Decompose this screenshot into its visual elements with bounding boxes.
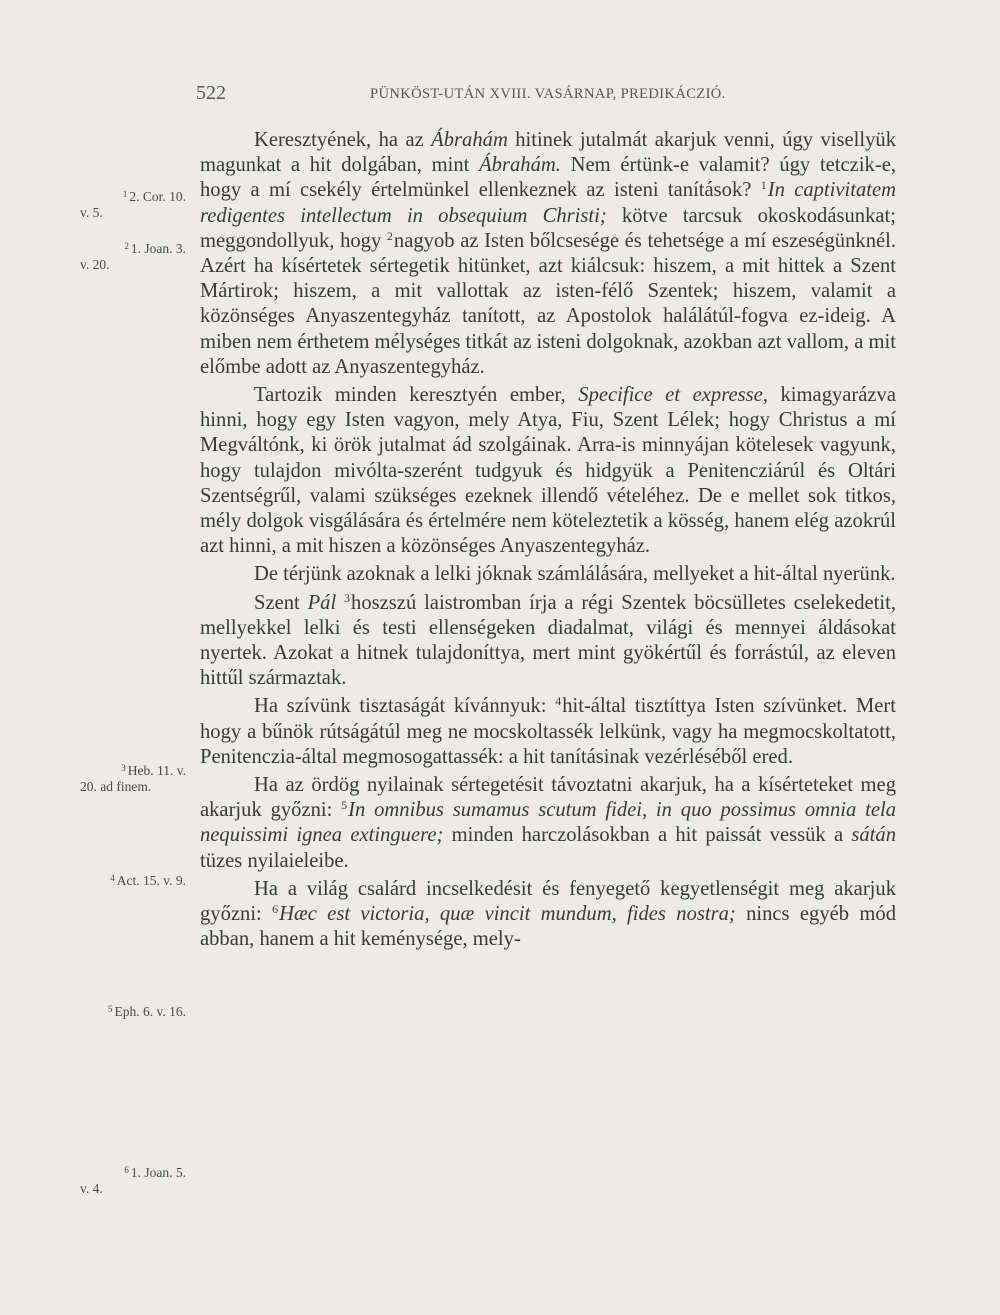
margin-note-number: 5 (108, 1004, 113, 1014)
text-run: Keresztyének, ha az (254, 129, 432, 151)
footnote-ref: 1 (760, 178, 767, 193)
text-run: Szent (254, 591, 308, 614)
paragraph (200, 562, 896, 587)
margin-note-line: 1. Joan. 5. (130, 1165, 186, 1180)
footnote-ref: 4 (555, 694, 562, 709)
italic-run: Hæc est victoria, quæ vincit mundum, fides nostra; (279, 903, 736, 926)
italic-run: Specifice et expresse, (578, 384, 768, 407)
text-run: De térjünk azoknak a lelki jóknak számlálására, mellyeket a hit-által nyerünk. (254, 563, 896, 586)
margin-note-number: 3 (121, 763, 126, 773)
margin-note-line: Heb. 11. v. (127, 763, 186, 778)
italic-run: In captivitatem redigentes intellectum in obsequium Christi; (200, 179, 896, 227)
paragraph (200, 773, 896, 874)
margin-note (66, 1001, 186, 1020)
paragraph (200, 383, 896, 559)
paragraph (200, 128, 896, 380)
paragraph (200, 694, 896, 770)
margin-note (66, 238, 186, 273)
paragraph (200, 591, 896, 692)
text-run: hit-által tisztíttya Isten szívünket. Mert hogy a bűnök rútságátúl meg ne mocskoltassék lelkünk, vagy ha megmocskoltatott, Penitenczia-által megmosogattassék: a hit tanításinak vezérléséből ered. (200, 695, 896, 768)
margin-note-line: v. 20. (80, 257, 110, 272)
margin-note-number: 2 (124, 241, 129, 251)
italic-run: Ábrahám (431, 129, 508, 151)
margin-note (66, 186, 186, 221)
margin-note (66, 760, 186, 795)
page-number: 522 (196, 82, 226, 104)
text-run: kötve tarcsuk okoskodásunkat; meggondollyuk, hogy (200, 204, 896, 252)
text-run: nincs egyéb mód abban, hanem a hit keménysége, mely- (200, 903, 896, 951)
margin-note-line: Act. 15. v. 9. (116, 873, 186, 888)
margin-note-line: v. 5. (80, 205, 103, 220)
footnote-ref: 2 (386, 228, 393, 243)
footnote-ref: 6 (272, 902, 279, 917)
margin-note-line: v. 4. (80, 1181, 103, 1196)
body-text (200, 128, 896, 953)
text-run: kimagyarázva hinni, hogy egy Isten vagyon, mely Atya, Fiu, Szent Lélek; hogy Christus a mí Megváltónk, ki örök jutalmat ád szolgáinak. Arra-is minnyájan kötelesek vagyunk, hogy tulajdon mivólta-szerént tudgyuk és hidgyük a Penitencziárúl és Oltári Szentségrűl, valami szükséges ezeknek illendő vételéhez. De e mellet sok titkos, mély dolgok visgálására és értelmére nem köteleztetik a kösség, hanem elég azokrúl azt hinni, a mit hiszen a közönséges Anyaszentegyház. (200, 384, 896, 558)
paragraph (200, 877, 896, 953)
italic-run: Ábrahám. (479, 154, 561, 177)
margin-note (66, 870, 186, 889)
margin-note-line: 2. Cor. 10. (129, 189, 186, 204)
margin-note-line: Eph. 6. v. 16. (114, 1004, 186, 1019)
italic-run: Pál (307, 591, 337, 614)
italic-run: In omnibus sumamus scutum fidei, in quo possimus omnia tela nequissimi ignea extinguere; (200, 799, 896, 847)
footnote-ref: 5 (341, 798, 348, 813)
margin-note-number: 6 (124, 1165, 129, 1175)
text-run: nagyob az Isten bőlcsesége és tehetsége a mí eszeségünknél. Azért ha kísértetek sértegetik hitünket, azt kiálcsuk: hiszem, a mit hittek a Szent Mártirok; hiszem, a mit vallottak az isten-félő Szentek; hiszem, valamit a közönséges Anyaszentegyház tanított, az Apostolok halálátúl-fogva ez-ideig. A miben nem érthetem mélységes titkát az isteni dolgoknak, azokban azt vallom, a mit előmbe adott az Anyaszentegyház. (200, 229, 896, 378)
text-run: Ha a világ csalárd incselkedésit és fenyegető kegyetlenségit meg akarjuk győzni: (200, 877, 896, 926)
text-run: Tartozik minden keresztyén ember, (254, 384, 579, 407)
text-run: hitinek jutalmát akarjuk venni, úgy visellyük magunkat a hit dolgában, mint (200, 129, 896, 177)
margin-note-number: 4 (110, 873, 115, 883)
italic-run: sátán (851, 824, 896, 847)
text-run: Ha szívünk tisztaságát kívánnyuk: (254, 695, 556, 718)
margin-note-number: 1 (122, 189, 128, 199)
margin-note-line: 20. ad finem. (80, 779, 152, 794)
text-run: minden harczolásokban a hit paissát vessük a (443, 824, 852, 847)
text-run (336, 592, 344, 614)
margin-note-line: 1. Joan. 3. (130, 241, 186, 256)
text-run: tüzes nyilaieleibe. (200, 849, 349, 872)
footnote-ref: 3 (344, 590, 351, 605)
text-run: hoszszú laistromban írja a régi Szentek böcsülletes cselekedetit, mellyekkel lelki és testi ellenségeken diadalmat, világi és mennyei áldásokat nyertek. Azokat a hitnek tulajdoníttya, mert mint gyökértűl és forrástúl, az eleven hittűl származtak. (200, 591, 896, 690)
text-run: Ha az ördög nyilainak sértegetésit távoztatni akarjuk, ha a kísérteteket meg akarjuk győzni: (200, 774, 896, 822)
margin-note (66, 1162, 186, 1197)
text-run: Nem értünk-e valamit? úgy tetczik-e, hogy a mí csekély értelmünkel ellenkeznek az isteni tanítások? (200, 154, 896, 202)
page-header (196, 82, 896, 112)
running-title: PÜNKÖST-UTÁN XVIII. VASÁRNAP, PREDIKÁCZIÓ. (370, 86, 726, 102)
